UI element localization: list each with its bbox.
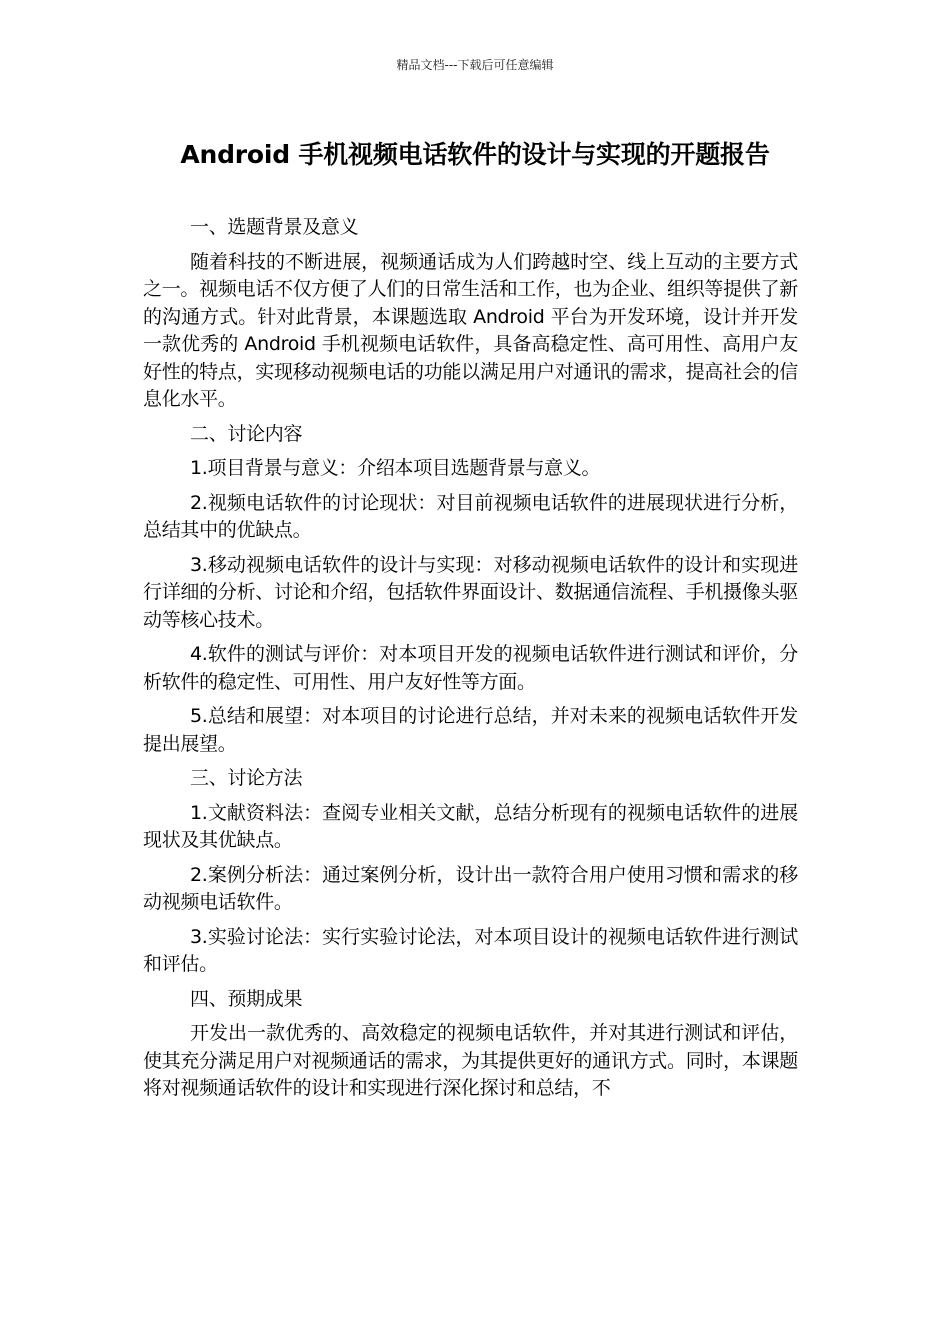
section-heading: 三、讨论方法 <box>190 767 303 789</box>
list-item: 4.软件的测试与评价：对本项目开发的视频电话软件进行测试和评价，分析软件的稳定性、可用性、用户友好性等方面。 <box>143 643 798 693</box>
section-heading: 四、预期成果 <box>190 987 303 1010</box>
list-item: 1.文献资料法：查阅专业相关文献，总结分析现有的视频电话软件的进展现状及其优缺点。 <box>143 801 798 851</box>
list-item: 2.案例分析法：通过案例分析，设计出一款符合用户使用习惯和需求的移动视频电话软件。 <box>143 863 798 913</box>
list-item: 2.视频电话软件的讨论现状：对目前视频电话软件的进展现状进行分析，总结其中的优缺点。 <box>143 491 798 541</box>
list-item: 3.移动视频电话软件的设计与实现：对移动视频电话软件的设计和实现进行详细的分析、讨论和介绍，包括软件界面设计、数据通信流程、手机摄像头驱动等核心技术。 <box>143 553 798 631</box>
section-expected-results <box>143 986 798 1103</box>
section-heading: 二、讨论内容 <box>190 422 303 445</box>
section-background <box>143 214 798 414</box>
section-methods <box>143 765 798 979</box>
list-item: 5.总结和展望：对本项目的讨论进行总结，并对未来的视频电话软件开发提出展望。 <box>143 705 798 755</box>
list-item: 3.实验讨论法：实行实验讨论法，对本项目设计的视频电话软件进行测试和评估。 <box>143 925 798 975</box>
section-heading: 一、选题背景及意义 <box>190 216 359 238</box>
page-header: 精品文档---下载后可任意编辑 <box>396 58 554 72</box>
document-body <box>143 214 798 1110</box>
list-item: 1.项目背景与意义：介绍本项目选题背景与意义。 <box>190 457 601 479</box>
body-paragraph: 随着科技的不断进展，视频通话成为人们跨越时空、线上互动的主要方式之一。视频电话不仅方便了人们的日常生活和工作，也为企业、组织等提供了新的沟通方式。针对此背景，本课题选取 Android 平台为开发环境，设计并开发一款优秀的 Android 手机视频电话软件，具备高稳定性、高可用性、高用户友好性的特点，实现移动视频电话的功能以满足用户对通讯的需求，提高社会的信息化水平。 <box>143 250 798 410</box>
body-paragraph: 开发出一款优秀的、高效稳定的视频电话软件，并对其进行测试和评估，使其充分满足用户对视频通话的需求，为其提供更好的通讯方式。同时，本课题将对视频通话软件的设计和实现进行深化探讨和总结，不 <box>143 1022 798 1099</box>
document-title: Android 手机视频电话软件的设计与实现的开题报告 <box>180 140 770 169</box>
section-content <box>143 421 798 759</box>
